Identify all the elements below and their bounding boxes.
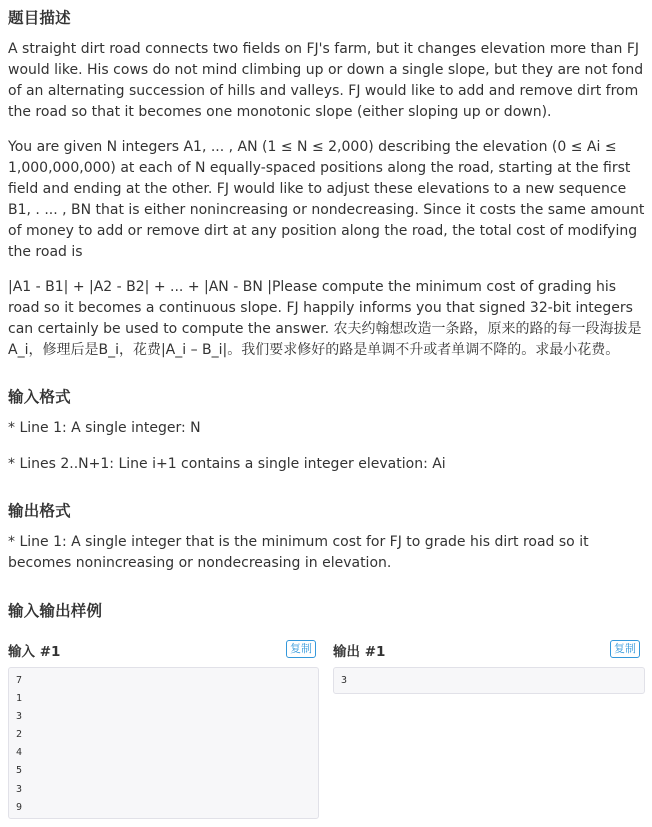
input-format-line-2: * Lines 2..N+1: Line i+1 contains a single integer elevation: Ai	[8, 456, 446, 472]
sample-input-label: 输入 #1	[8, 644, 61, 660]
output-format-title: 输出格式	[8, 502, 71, 520]
description-paragraph-2: You are given N integers A1, ... , AN (1 ≤ N ≤ 2,000) describing the elevation (0 ≤ Ai ≤ 1,000,000,000) at each of N equally-spaced positions along the road, starting at the first field and ending at the other. FJ would like to adjust these elevations to a new sequence B1, . ... , BN that is either nonincreasing or nondecreasing. Since it costs the same amount of money to add or remove dirt at any position along the road, the total cost of modifying the road is	[8, 139, 645, 260]
output-format-line-1: * Line 1: A single integer that is the minimum cost for FJ to grade his dirt road so it becomes nonincreasing or nondecreasing in elevation.	[8, 534, 589, 571]
sample-input-line: 3	[16, 783, 23, 795]
sample-output-line: 3	[341, 675, 348, 686]
sample-input-line: 1	[16, 693, 23, 705]
copy-input-button[interactable]: 复制	[286, 640, 316, 658]
sample-input-line: 9	[16, 801, 23, 813]
input-format-title: 输入格式	[8, 388, 71, 406]
sample-input-line: 5	[16, 765, 23, 777]
sample-input-line: 3	[16, 711, 23, 723]
sample-input-box[interactable]	[8, 667, 319, 819]
description-paragraph-3: |A1 - B1| + |A2 - B2| + ... + |AN - BN |Please compute the minimum cost of grading his road so it becomes a continuous slope. FJ happily informs you that signed 32-bit integers can certainly be used to compute the answer. 农夫约翰想改造一条路，原来的路的每一段海拔是A_i，修理后是B_i，花费|A_i – B_i|。我们要求修好的路是单调不升或者单调不降的。求最小花费。	[8, 279, 642, 358]
description-paragraph-1: A straight dirt road connects two fields on FJ's farm, but it changes elevation more than FJ would like. His cows do not mind climbing up or down a single slope, but they are not fond of an alternating succession of hills and valleys. FJ would like to add and remove dirt from the road so that it becomes one monotonic slope (either sloping up or down).	[8, 41, 644, 120]
sample-output-box[interactable]	[333, 667, 645, 694]
description-title: 题目描述	[8, 9, 71, 27]
sample-input-line: 4	[16, 747, 23, 759]
sample-input-line: 2	[16, 729, 23, 741]
samples-title: 输入输出样例	[8, 602, 103, 620]
input-format-line-1: * Line 1: A single integer: N	[8, 420, 201, 436]
copy-output-button[interactable]: 复制	[610, 640, 640, 658]
sample-output-label: 输出 #1	[333, 644, 386, 660]
sample-input-line: 7	[16, 675, 23, 686]
